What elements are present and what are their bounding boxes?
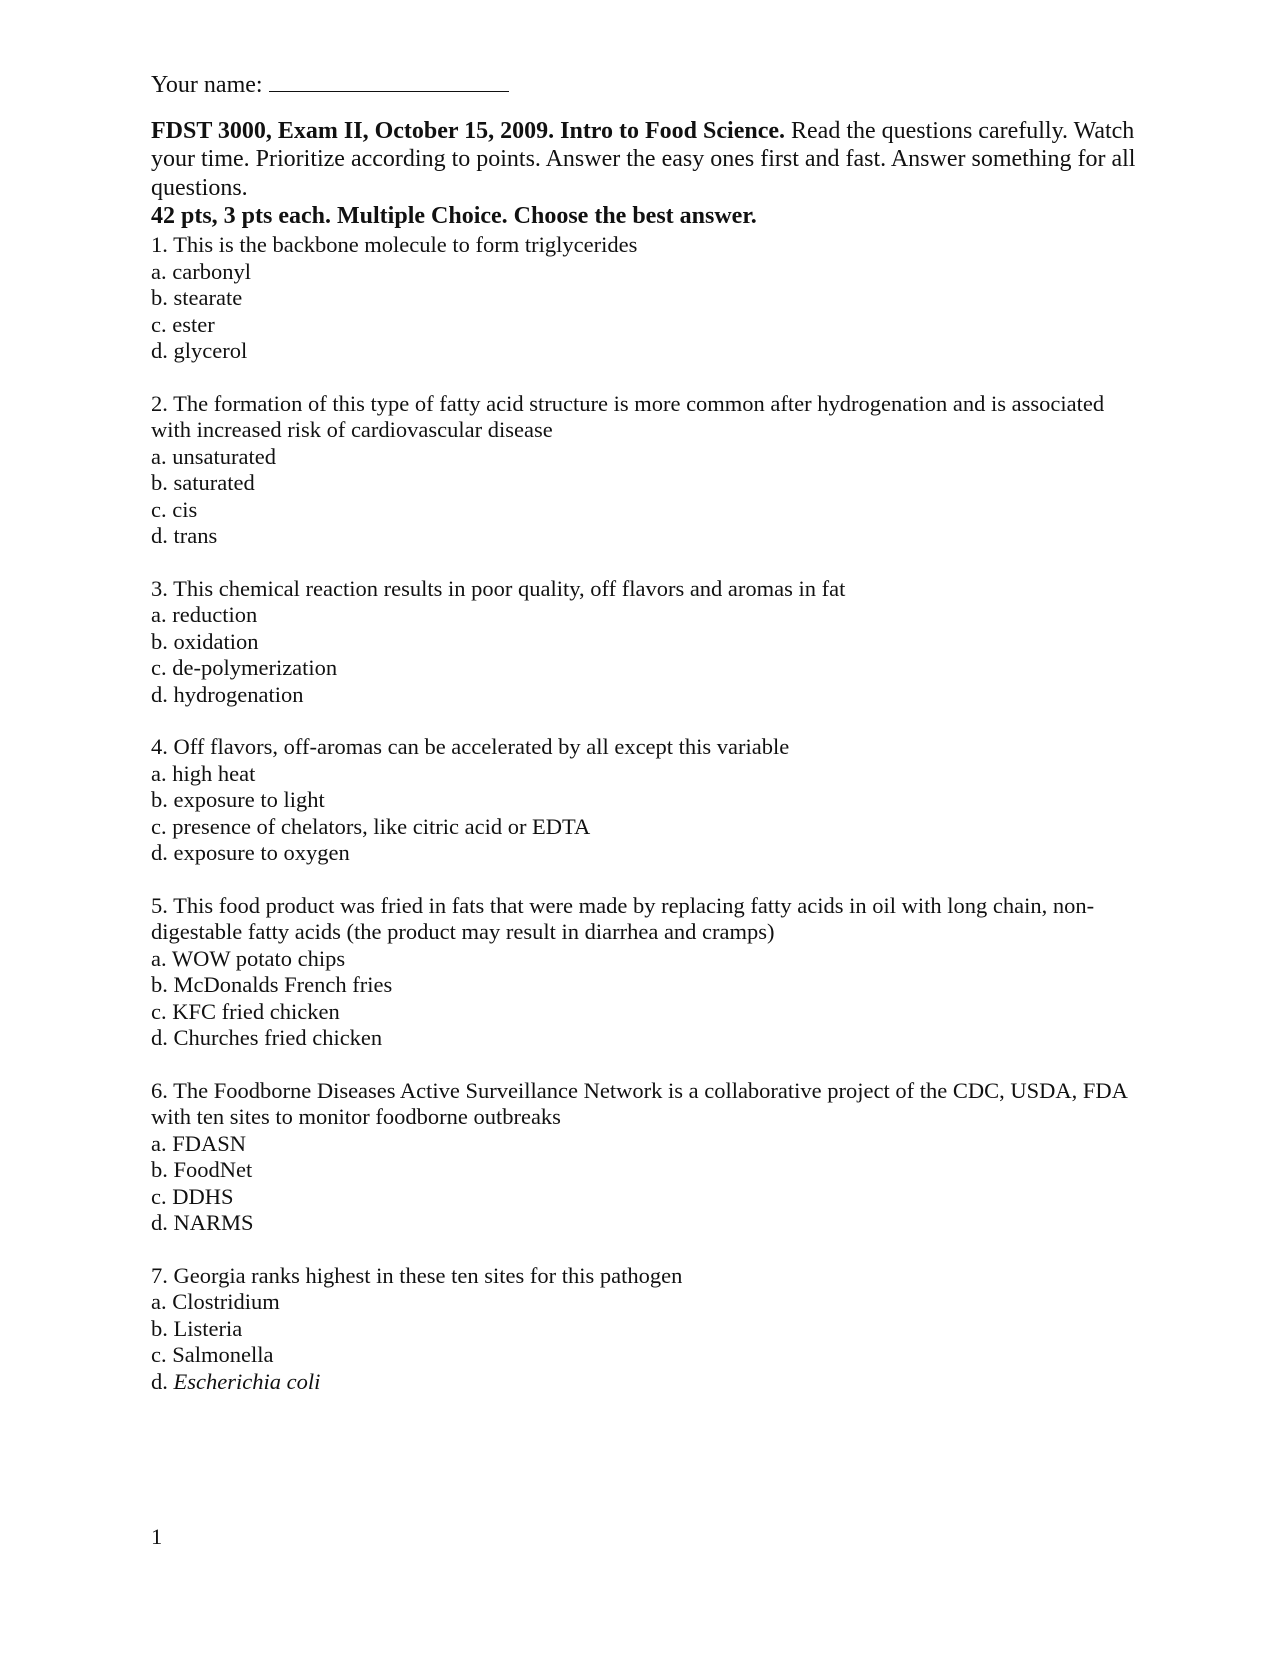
question-stem: 1. This is the backbone molecule to form triglycerides [151, 232, 638, 257]
option-a: a. reduction [151, 602, 258, 627]
exam-instructions [151, 117, 1141, 203]
question-3 [151, 576, 1141, 709]
option-b: b. Listeria [151, 1315, 243, 1341]
option-c: c. presence of chelators, like citric acid or EDTA [151, 813, 591, 839]
option-b: b. saturated [151, 470, 255, 495]
option-b: b. McDonalds French fries [151, 972, 393, 997]
option-d-prefix: d. [151, 1368, 174, 1394]
option-c: c. ester [151, 311, 215, 337]
question-stem: 6. The Foodborne Diseases Active Surveillance Network is a collaborative project of the CDC, USDA, FDA with ten sites to monitor foodborne outbreaks [151, 1077, 1127, 1129]
page-number: 1 [151, 1524, 163, 1549]
exam-title: FDST 3000, Exam II, October 15, 2009. Intro to Food Science. [151, 117, 785, 144]
question-5 [151, 893, 1141, 1052]
question-stem: 4. Off flavors, off-aromas can be accelerated by all except this variable [151, 734, 790, 759]
option-d [151, 1369, 1141, 1396]
option-a: a. unsaturated [151, 443, 276, 469]
question-1 [151, 232, 1141, 365]
question-4 [151, 734, 1141, 867]
option-b: b. exposure to light [151, 787, 325, 812]
name-line [151, 72, 1141, 99]
question-6 [151, 1078, 1141, 1237]
option-c: c. DDHS [151, 1183, 234, 1209]
option-d: d. Churches fried chicken [151, 1025, 383, 1050]
question-7 [151, 1263, 1141, 1396]
instructions-text: Read the questions carefully. Watch your time. Prioritize according to points. Answer the easy ones first and fast. Answer something for all questions. [151, 117, 1136, 201]
option-a: a. high heat [151, 760, 256, 786]
question-2 [151, 391, 1141, 550]
question-stem: 3. This chemical reaction results in poor quality, off flavors and aromas in fat [151, 575, 846, 601]
exam-page [151, 72, 1141, 1421]
option-a: a. carbonyl [151, 258, 251, 284]
option-d: d. glycerol [151, 338, 248, 363]
option-d: d. trans [151, 523, 218, 548]
section-heading: 42 pts, 3 pts each. Multiple Choice. Choose the best answer. [151, 203, 757, 229]
option-c: c. KFC fried chicken [151, 998, 340, 1024]
option-d: d. hydrogenation [151, 681, 304, 707]
option-b: b. oxidation [151, 628, 259, 654]
option-b: b. stearate [151, 285, 243, 310]
option-d: d. NARMS [151, 1210, 254, 1235]
option-a: a. Clostridium [151, 1289, 280, 1314]
question-stem: 5. This food product was fried in fats that were made by replacing fatty acids in oil with long chain, non-digestable fatty acids (the product may result in diarrhea and cramps) [151, 892, 1095, 944]
name-label: Your name: [151, 72, 263, 98]
option-b: b. FoodNet [151, 1157, 253, 1182]
name-blank-line[interactable] [269, 73, 509, 92]
option-a: a. FDASN [151, 1130, 247, 1156]
option-d: d. exposure to oxygen [151, 840, 350, 865]
option-c: c. Salmonella [151, 1342, 274, 1367]
question-stem: 2. The formation of this type of fatty acid structure is more common after hydrogenation and is associated with increased risk of cardiovascular disease [151, 390, 1105, 442]
option-a: a. WOW potato chips [151, 945, 346, 971]
option-c: c. de-polymerization [151, 655, 338, 680]
option-c: c. cis [151, 496, 198, 522]
option-d-italic-text: Escherichia coli [173, 1368, 321, 1394]
question-stem: 7. Georgia ranks highest in these ten sites for this pathogen [151, 1262, 683, 1288]
